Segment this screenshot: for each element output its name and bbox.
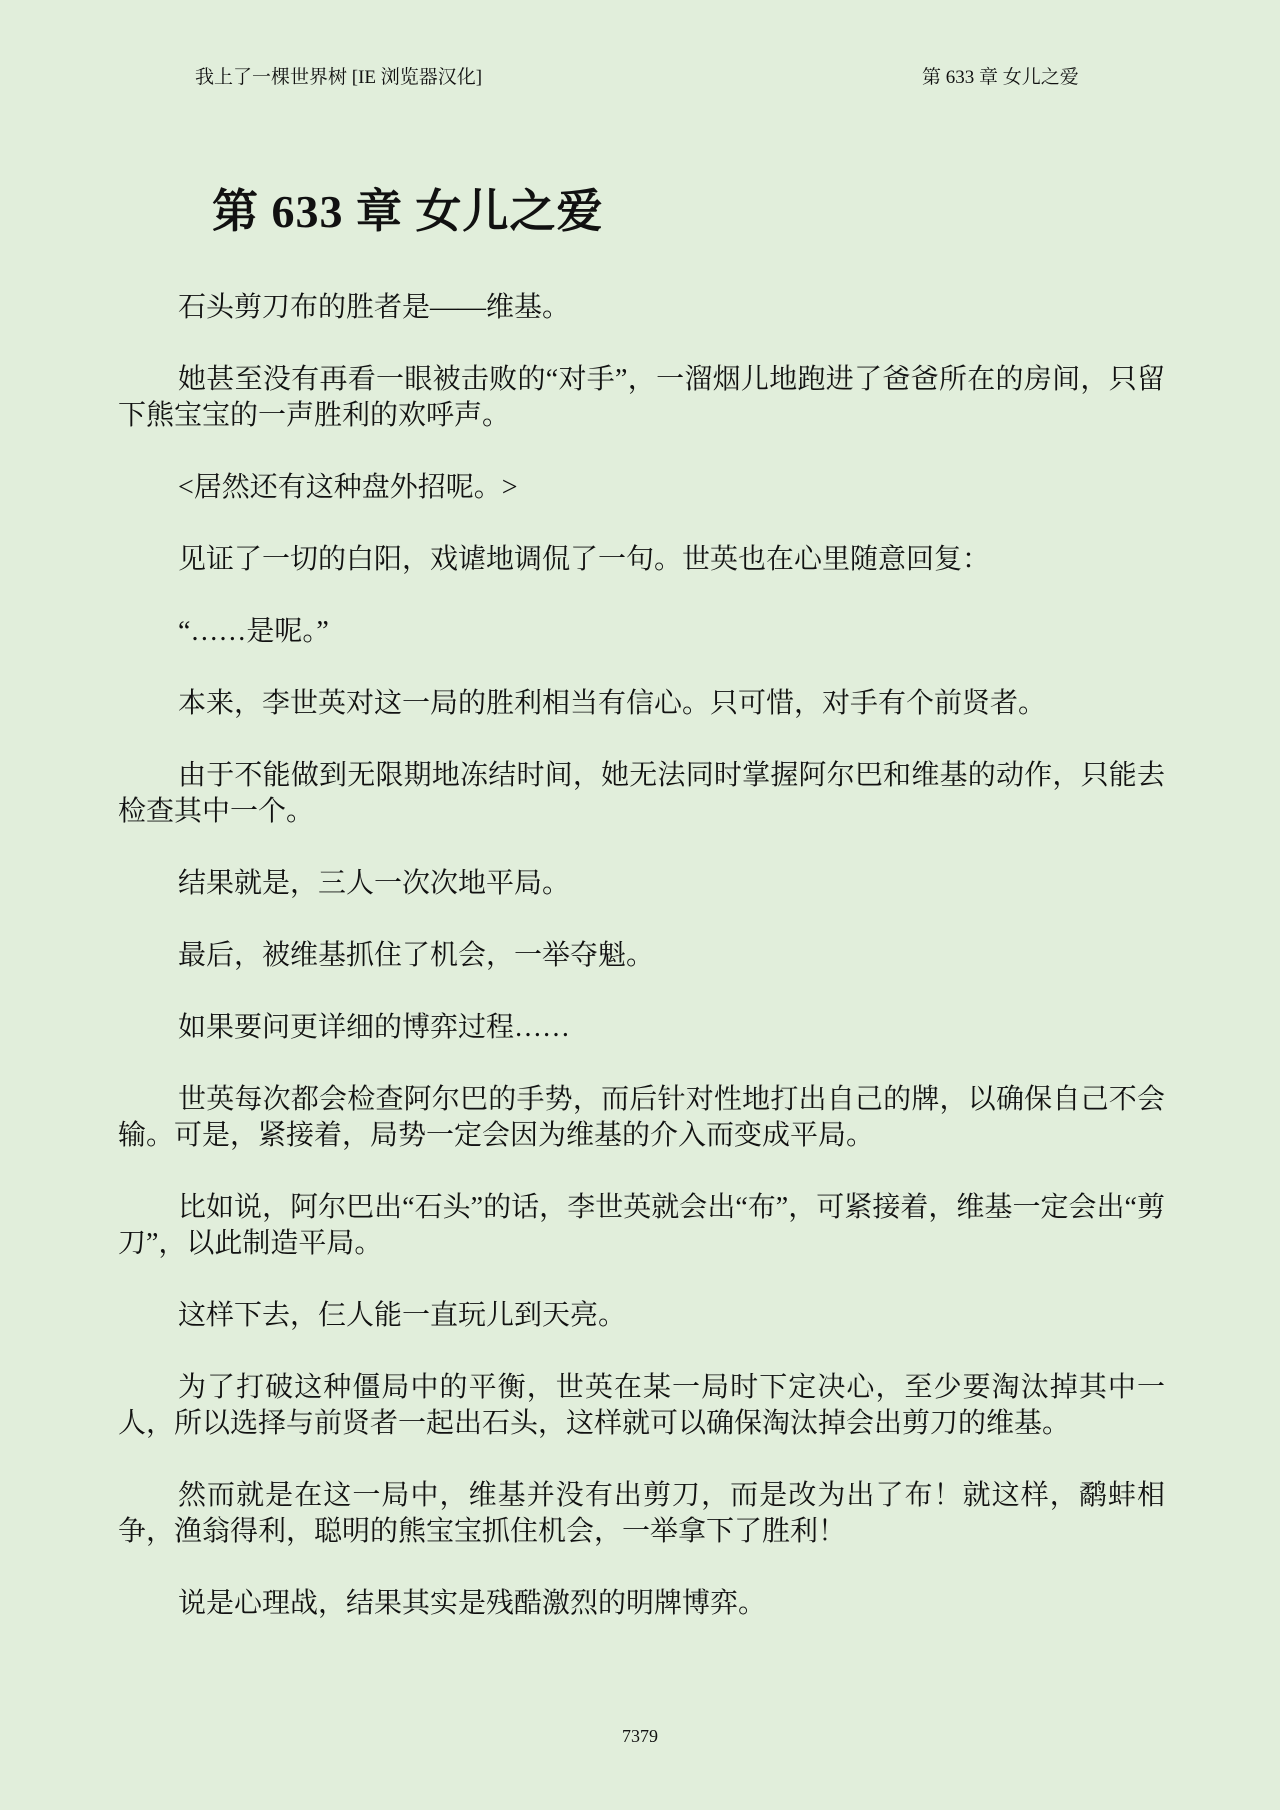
running-header-chapter: 第 633 章 女儿之爱 — [922, 67, 1079, 88]
paragraph: 比如说，阿尔巴出“石头”的话，李世英就会出“布”，可紧接着，维基一定会出“剪刀”，以此制造平局。 — [118, 1192, 1165, 1259]
paragraph: 见证了一切的白阳，戏谑地调侃了一句。世英也在心里随意回复： — [178, 544, 991, 575]
paragraph: 石头剪刀布的胜者是——维基。 — [178, 292, 571, 323]
paragraph: 然而就是在这一局中，维基并没有出剪刀，而是改为出了布！就这样，鹬蚌相争，渔翁得利，聪明的熊宝宝抓住机会，一举拿下了胜利！ — [118, 1480, 1165, 1547]
running-header-book-title: 我上了一棵世界树 [IE 浏览器汉化] — [195, 67, 483, 88]
paragraph: 由于不能做到无限期地冻结时间，她无法同时掌握阿尔巴和维基的动作，只能去检查其中一个。 — [118, 760, 1165, 827]
paragraph: 说是心理战，结果其实是残酷激烈的明牌博弈。 — [178, 1588, 767, 1619]
paragraph: “……是呢。” — [178, 616, 329, 647]
paragraph: 为了打破这种僵局中的平衡，世英在某一局时下定决心，至少要淘汰掉其中一人，所以选择与前贤者一起出石头，这样就可以确保淘汰掉会出剪刀的维基。 — [118, 1372, 1165, 1439]
paragraph: 如果要问更详细的博弈过程…… — [178, 1012, 571, 1043]
chapter-title: 第 633 章 女儿之爱 — [212, 186, 604, 237]
paragraph: 世英每次都会检查阿尔巴的手势，而后针对性地打出自己的牌，以确保自己不会输。可是，紧接着，局势一定会因为维基的介入而变成平局。 — [118, 1084, 1165, 1151]
chapter-body — [118, 290, 1165, 1658]
page-number: 7379 — [622, 1726, 658, 1746]
paragraph: 她甚至没有再看一眼被击败的“对手”，一溜烟儿地跑进了爸爸所在的房间，只留下熊宝宝的一声胜利的欢呼声。 — [118, 364, 1165, 431]
paragraph: 这样下去，仨人能一直玩儿到天亮。 — [178, 1300, 627, 1331]
paragraph: <居然还有这种盘外招呢。> — [178, 472, 518, 503]
paragraph: 最后，被维基抓住了机会，一举夺魁。 — [178, 940, 655, 971]
paragraph: 结果就是，三人一次次地平局。 — [178, 868, 571, 899]
paragraph: 本来，李世英对这一局的胜利相当有信心。只可惜，对手有个前贤者。 — [178, 688, 1047, 719]
